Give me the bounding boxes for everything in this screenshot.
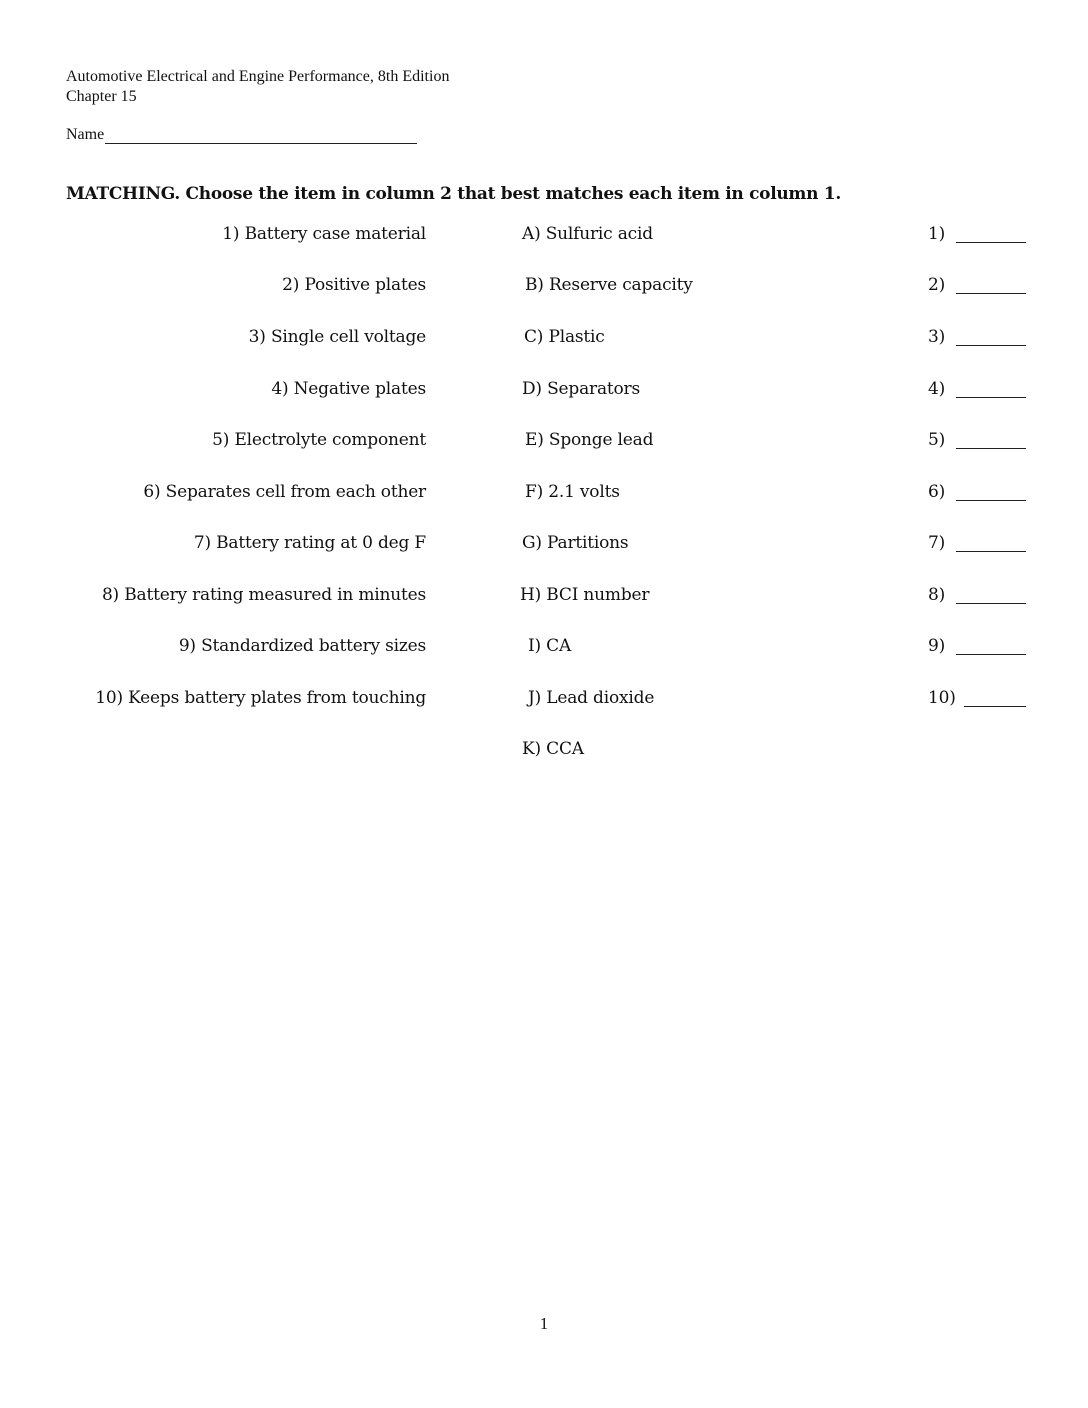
answer-number: 9) <box>928 636 946 656</box>
choice-text: CA <box>546 636 572 656</box>
answer-number: 8) <box>928 585 946 605</box>
page-number: 1 <box>539 1314 549 1333</box>
choice-letter: F) <box>525 482 544 502</box>
matching-row-5 <box>0 430 1088 456</box>
choice-item <box>522 739 584 759</box>
term-text: Single cell voltage <box>270 327 426 347</box>
term-item <box>143 482 426 502</box>
term-item <box>249 327 426 347</box>
term-number: 10) <box>95 688 123 708</box>
term-number: 9) <box>178 636 196 656</box>
term-number: 4) <box>271 379 289 399</box>
name-blank-line[interactable] <box>105 125 417 144</box>
term-number: 5) <box>212 430 230 450</box>
answer-blank[interactable] <box>956 242 1026 243</box>
choice-text: Separators <box>547 379 640 399</box>
matching-row-4 <box>0 379 1088 405</box>
answer-number: 1) <box>928 224 946 244</box>
choice-letter: H) <box>520 585 542 605</box>
answer-blank[interactable] <box>956 654 1026 655</box>
term-text: Keeps battery plates from touching <box>128 688 426 708</box>
answer-blank[interactable] <box>956 397 1026 398</box>
choice-text: BCI number <box>546 585 650 605</box>
choice-letter: J) <box>528 688 542 708</box>
term-item <box>95 688 426 708</box>
term-item <box>179 636 426 656</box>
choice-item <box>522 533 628 553</box>
name-field-row <box>66 125 417 144</box>
choice-text: Sulfuric acid <box>545 224 653 244</box>
term-number: 8) <box>101 585 119 605</box>
choice-letter: I) <box>528 636 541 656</box>
term-number: 2) <box>282 275 300 295</box>
answer-blank[interactable] <box>956 500 1026 501</box>
term-text: Positive plates <box>304 275 426 295</box>
term-number: 6) <box>143 482 161 502</box>
matching-row-2 <box>0 275 1088 301</box>
choice-item <box>524 327 605 347</box>
choice-item <box>525 482 620 502</box>
choice-text: Reserve capacity <box>548 275 693 295</box>
choice-letter: E) <box>525 430 544 450</box>
term-number: 3) <box>248 327 266 347</box>
choice-letter: D) <box>522 379 542 399</box>
matching-row-9 <box>0 636 1088 662</box>
choice-letter: K) <box>522 739 541 759</box>
term-text: Battery rating measured in minutes <box>124 585 426 605</box>
answer-number: 6) <box>928 482 946 502</box>
choice-text: Plastic <box>548 327 605 347</box>
term-item <box>282 275 426 295</box>
answer-number: 2) <box>928 275 946 295</box>
choice-letter: C) <box>524 327 544 347</box>
choice-letter: B) <box>525 275 544 295</box>
matching-row-10 <box>0 688 1088 714</box>
matching-row-1 <box>0 224 1088 250</box>
answer-number: 4) <box>928 379 946 399</box>
matching-row-11 <box>0 739 1088 765</box>
answer-blank[interactable] <box>956 448 1026 449</box>
answer-blank[interactable] <box>956 603 1026 604</box>
term-item <box>271 379 426 399</box>
choice-letter: G) <box>522 533 542 553</box>
answer-number: 3) <box>928 327 946 347</box>
choice-text: Sponge lead <box>548 430 654 450</box>
answer-blank[interactable] <box>964 706 1026 707</box>
choice-text: Lead dioxide <box>546 688 655 708</box>
term-item <box>102 585 426 605</box>
matching-instructions: MATCHING. Choose the item in column 2 that best matches each item in column 1. <box>66 184 841 204</box>
choice-item <box>522 224 653 244</box>
term-text: Standardized battery sizes <box>201 636 426 656</box>
chapter-label: Chapter 15 <box>66 88 137 105</box>
term-item <box>212 430 426 450</box>
choice-text: 2.1 volts <box>548 482 620 502</box>
matching-row-6 <box>0 482 1088 508</box>
answer-blank[interactable] <box>956 345 1026 346</box>
term-text: Electrolyte component <box>234 430 426 450</box>
book-title: Automotive Electrical and Engine Performance, 8th Edition <box>66 68 450 85</box>
choice-letter: A) <box>522 224 541 244</box>
matching-row-3 <box>0 327 1088 353</box>
choice-item <box>528 688 654 708</box>
answer-blank[interactable] <box>956 293 1026 294</box>
term-item <box>194 533 426 553</box>
answer-number: 5) <box>928 430 946 450</box>
choice-item <box>525 430 653 450</box>
answer-number: 7) <box>928 533 946 553</box>
term-text: Battery case material <box>244 224 426 244</box>
matching-row-7 <box>0 533 1088 559</box>
document-header <box>66 67 449 107</box>
answer-number: 10) <box>928 688 956 708</box>
term-item <box>222 224 426 244</box>
term-number: 1) <box>222 224 240 244</box>
choice-text: CCA <box>546 739 584 759</box>
term-text: Battery rating at 0 deg F <box>216 533 426 553</box>
term-number: 7) <box>193 533 211 553</box>
choice-item <box>525 275 693 295</box>
answer-blank[interactable] <box>956 551 1026 552</box>
choice-item <box>520 585 649 605</box>
choice-text: Partitions <box>547 533 629 553</box>
choice-item <box>528 636 571 656</box>
choice-item <box>522 379 640 399</box>
term-text: Separates cell from each other <box>165 482 426 502</box>
matching-row-8 <box>0 585 1088 611</box>
term-text: Negative plates <box>293 379 426 399</box>
name-label: Name <box>66 126 105 143</box>
